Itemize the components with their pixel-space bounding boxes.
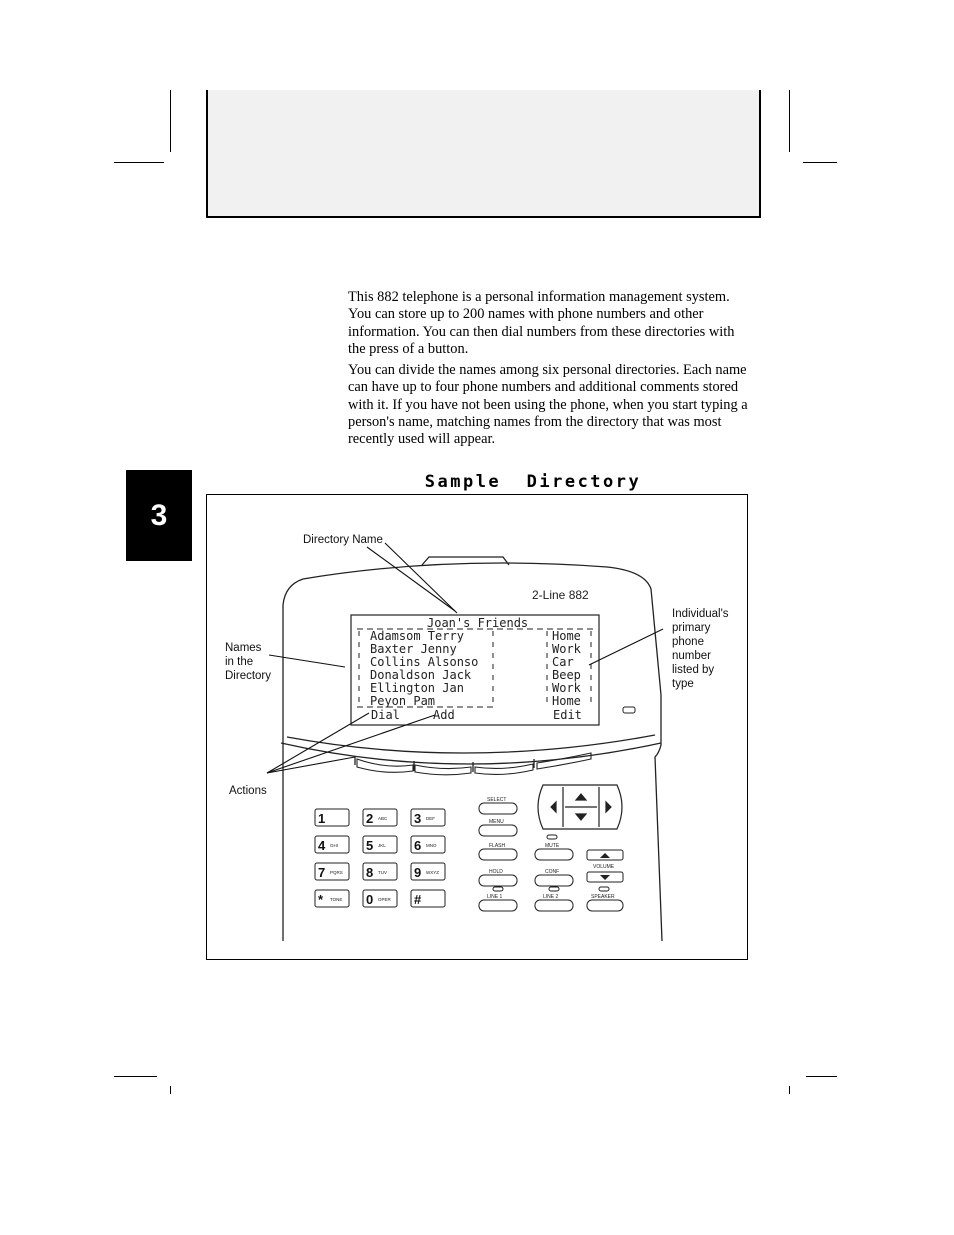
names-callout-line: in the xyxy=(225,656,254,668)
keypad-digit: 4 xyxy=(318,838,326,853)
keypad-digit: 6 xyxy=(414,838,422,853)
primary-callout-line: type xyxy=(672,678,694,690)
keypad-digit: 3 xyxy=(414,811,422,826)
keypad-digit: 1 xyxy=(318,811,326,826)
keypad-letters: ABC xyxy=(378,816,388,821)
intro-paragraph: This 882 telephone is a personal information management system. You can store up to 200 names with phone numbers and other information. You can then dial numbers from these directories with the press of a button. xyxy=(348,289,735,357)
actions-callout: Actions xyxy=(229,785,267,797)
flash-label: FLASH xyxy=(489,843,506,849)
directory-entry-type: Work xyxy=(552,642,581,656)
chapter-header-box xyxy=(206,90,761,218)
line2-button[interactable] xyxy=(535,900,573,911)
keypad-letters: OPER xyxy=(378,897,391,902)
mute-led xyxy=(547,835,557,839)
primary-callout-line: phone xyxy=(672,636,704,648)
mute-button[interactable] xyxy=(535,849,573,860)
line2-label: LINE 2 xyxy=(543,894,559,900)
chapter-number: 3 xyxy=(150,498,168,532)
intro-paragraph: You can divide the names among six personal directories. Each name can have up to four phone numbers and additional comments stored with it. If you have not been using the phone, when you start typing a person's name, matching names from the directory that was most recently used will appear. xyxy=(348,362,748,448)
volume-down-icon xyxy=(600,875,610,880)
navigation-pad[interactable] xyxy=(538,785,622,829)
line1-led xyxy=(493,887,503,891)
keypad-digit: 9 xyxy=(414,865,422,880)
right-arrow-icon xyxy=(606,802,611,812)
primary-callout-line: primary xyxy=(672,622,711,634)
keypad-digit: 2 xyxy=(366,811,374,826)
crop-mark xyxy=(789,90,790,152)
sample-directory-figure xyxy=(206,494,748,960)
volume-label: VOLUME xyxy=(593,864,615,870)
select-label: SELECT xyxy=(487,797,507,803)
menu-button[interactable] xyxy=(479,825,517,836)
indicator-led xyxy=(623,707,635,713)
directory-name-callout: Directory Name xyxy=(303,534,383,546)
names-callout-line: Names xyxy=(225,642,262,654)
keypad-digit: 0 xyxy=(366,892,374,907)
directory-entry-name[interactable]: Peyon Pam xyxy=(370,694,436,708)
select-button[interactable] xyxy=(479,803,517,814)
directory-entry-name[interactable]: Collins Alsonso xyxy=(370,655,479,669)
keypad-letters: TUV xyxy=(378,870,387,875)
model-label: 2-Line 882 xyxy=(532,588,589,602)
crop-mark xyxy=(789,1086,790,1094)
keypad xyxy=(315,809,445,907)
keypad-letters: TONE xyxy=(330,897,343,902)
speaker-led xyxy=(599,887,609,891)
up-arrow-icon xyxy=(576,794,586,800)
flash-button[interactable] xyxy=(479,849,517,860)
primary-callout-line: Individual's xyxy=(672,608,729,620)
line1-label: LINE 1 xyxy=(487,894,503,900)
directory-entry-name[interactable]: Adamsom Terry xyxy=(370,629,464,643)
directory-name: Joan's Friends xyxy=(427,616,529,630)
directory-entry-name[interactable]: Donaldson Jack xyxy=(370,668,472,682)
crop-mark xyxy=(114,162,164,163)
down-arrow-icon xyxy=(576,814,586,820)
crop-mark xyxy=(170,1086,171,1094)
keypad-digit: 8 xyxy=(366,865,374,880)
keypad-letters: DEF xyxy=(426,816,435,821)
line2-led xyxy=(549,887,559,891)
crop-mark xyxy=(803,162,837,163)
hold-label: HOLD xyxy=(489,869,503,875)
crop-mark xyxy=(170,90,171,152)
directory-entry-type: Work xyxy=(552,681,581,695)
volume-up-icon xyxy=(600,853,610,858)
keypad-letters: PQRS xyxy=(330,870,343,875)
left-arrow-icon xyxy=(551,802,556,812)
speaker-button[interactable] xyxy=(587,900,623,911)
mute-label: MUTE xyxy=(545,843,560,849)
directory-entry-type: Car xyxy=(552,655,574,669)
intro-text xyxy=(348,289,750,453)
menu-label: MENU xyxy=(489,819,504,825)
keypad-digit: * xyxy=(318,892,324,907)
line1-button[interactable] xyxy=(479,900,517,911)
conf-button[interactable] xyxy=(535,875,573,886)
keypad-letters: WXYZ xyxy=(426,870,439,875)
crop-mark xyxy=(806,1076,837,1077)
directory-entry-name[interactable]: Baxter Jenny xyxy=(370,642,457,656)
lcd-display xyxy=(351,615,599,725)
keypad-letters: GHI xyxy=(330,843,339,848)
keypad-digit: 7 xyxy=(318,865,326,880)
action-dial-button[interactable]: Dial xyxy=(371,708,400,722)
phone-illustration xyxy=(207,495,749,961)
keypad-digit: 5 xyxy=(366,838,374,853)
chapter-tab xyxy=(126,470,192,561)
conf-label: CONF xyxy=(545,869,560,875)
directory-entry-type: Beep xyxy=(552,668,581,682)
function-keys xyxy=(479,797,623,911)
crop-mark xyxy=(114,1076,157,1077)
directory-entry-type: Home xyxy=(552,629,581,643)
speaker-label: SPEAKER xyxy=(591,894,615,900)
keypad-letters: MNO xyxy=(426,843,437,848)
action-add-button[interactable]: Add xyxy=(433,708,455,722)
keypad-letters: JKL xyxy=(378,843,386,848)
primary-callout-line: number xyxy=(672,650,711,662)
action-edit-button[interactable]: Edit xyxy=(553,708,582,722)
hold-button[interactable] xyxy=(479,875,517,886)
names-callout-line: Directory xyxy=(225,670,272,682)
directory-entry-type: Home xyxy=(552,694,581,708)
primary-callout-line: listed by xyxy=(672,664,715,676)
figure-title: Sample Directory xyxy=(424,472,642,492)
keypad-digit: # xyxy=(414,892,422,907)
directory-entry-name[interactable]: Ellington Jan xyxy=(370,681,464,695)
